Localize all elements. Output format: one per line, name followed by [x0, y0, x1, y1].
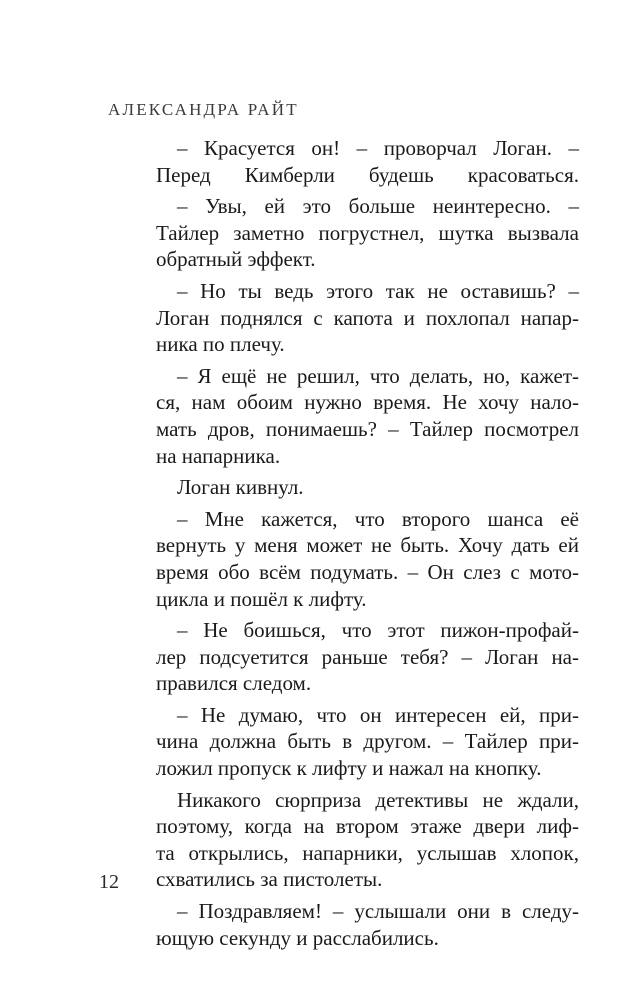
body-text: [156, 135, 579, 951]
page-number: 12: [99, 871, 119, 893]
text-line: – Я ещё не решил, что делать, но, кажет-: [177, 363, 579, 388]
text-line: – Увы, ей это больше неинтересно. –: [177, 194, 579, 219]
text-line: – Поздравляем! – услышали они в следу-: [177, 899, 579, 924]
text-line: обратный эффект.: [156, 247, 316, 272]
text-line: – Не боишься, что этот пижон-профай-: [177, 618, 579, 643]
text-line: вернуть у меня может не быть. Хочу дать ей: [156, 533, 579, 558]
text-line: Никакого сюрприза детективы не ждали,: [177, 787, 579, 812]
text-line: – Мне кажется, что второго шанса её: [177, 506, 579, 531]
text-line: Логан поднялся с капота и похлопал напар-: [156, 305, 579, 330]
text-line: – Красуется он! – проворчал Логан. –: [177, 136, 579, 160]
text-line: – Не думаю, что он интересен ей, при-: [177, 702, 579, 727]
text-line: ника по плечу.: [156, 332, 285, 357]
text-line: Логан кивнул.: [177, 475, 304, 500]
text-line: чина должна быть в другом. – Тайлер при-: [156, 729, 579, 754]
text-line: Тайлер заметно погрустнел, шутка вызвала: [156, 220, 579, 245]
text-line: цикла и пошёл к лифту.: [156, 586, 367, 611]
text-line: та открылись, напарники, услышав хлопок,: [156, 840, 579, 865]
text-line: мать дров, понимаешь? – Тайлер посмотрел: [156, 416, 579, 441]
text-line: схватились за пистолеты.: [156, 867, 383, 892]
text-line: время обо всём подумать. – Он слез с мото-: [156, 559, 579, 584]
text-line: Перед Кимберли будешь красоваться.: [156, 162, 579, 187]
text-line: правился следом.: [156, 671, 312, 696]
text-line: лер подсуетится раньше тебя? – Логан на-: [156, 644, 579, 669]
running-header-author: АЛЕКСАНДРА РАЙТ: [108, 100, 299, 119]
text-line: – Но ты ведь этого так не оставишь? –: [177, 278, 579, 303]
text-line: ложил пропуск к лифту и нажал на кнопку.: [156, 756, 542, 781]
text-line: на напарника.: [156, 443, 281, 468]
text-line: ся, нам обоим нужно время. Не хочу нало-: [156, 390, 579, 415]
text-line: поэтому, когда на втором этаже двери лиф-: [156, 814, 579, 839]
text-line: ющую секунду и расслабились.: [156, 925, 439, 950]
